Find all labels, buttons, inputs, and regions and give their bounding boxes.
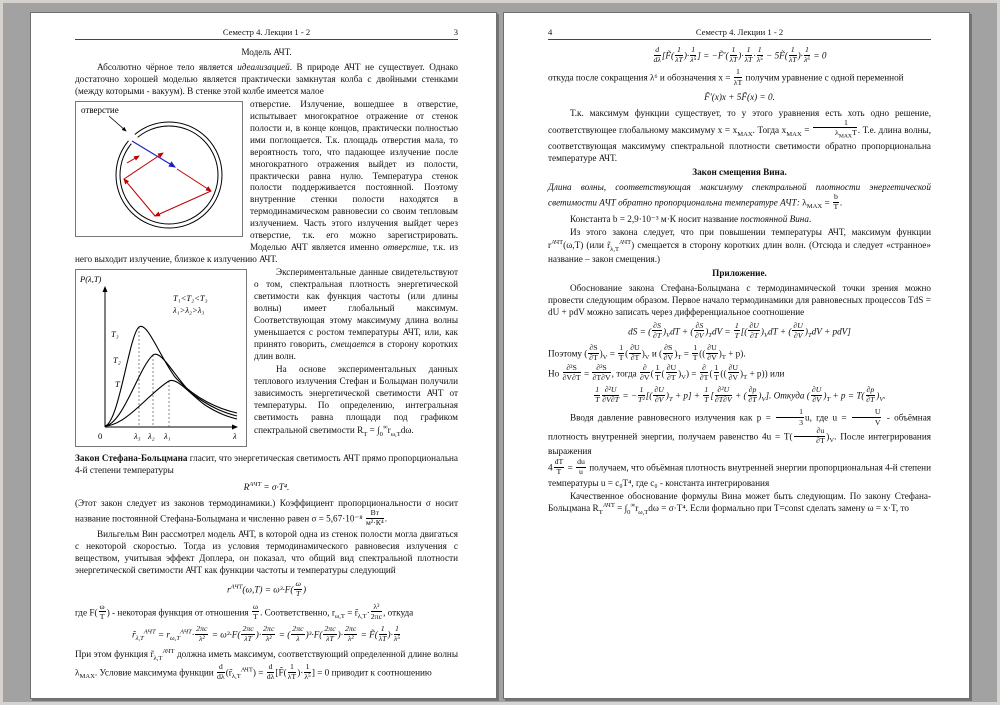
paragraph: Вводя давление равновесного излучения как p = $\frac{1}{3}$ u, где u = $\frac{U}{V}$ - объёмная плотность внутренней энергии, получаем равенство 4u = T( $\frac{\partial u}{\partial T}$ )$_V$. После интегрирования выражения xyxy=(548,407,931,457)
aperture-gap xyxy=(127,133,139,145)
page-number: 4 xyxy=(548,27,553,37)
paragraph: Экспериментальные данные свидетельствуют о том, спектральная плотность энергетической светимости как функция частоты (или длины волны) имеет глобальный максимум. Соответствующая этому максимуму длина волны уменьшается с ростом температуры АЧТ, или, как принято говорить, смещается в сторону коротких длин волн. xyxy=(254,267,458,361)
section-heading-appendix: Приложение. xyxy=(712,267,767,278)
reflected-ray-icon xyxy=(124,153,163,179)
formula-stefan-boltzmann: $R^{АЧТ} = \sigma\cdot T^4$. xyxy=(243,481,290,493)
reflected-ray-icon xyxy=(177,169,211,191)
paragraph: Качественное обоснование формулы Вина может быть следующим. По закону Стефана-Больцмана $R_T^{АЧТ} = \int_0^\infty r_{\omega,T}d\omega = \sigma\cdot T^4$. Если формально при T=const сделать замену ω = x·T, то xyxy=(548,490,931,517)
tick-lambda2: λ₂ xyxy=(148,431,155,442)
paragraph: откуда после сокращения λ⁶ и обозначения x = $\frac{1}{\lambda T}$ получим уравнение с одной переменной xyxy=(548,67,904,87)
header-title: Семестр 4. Лекции 1 - 2 xyxy=(695,27,784,37)
paragraph: При этом функция $r̃_{\lambda,T}^{АЧТ}$ должна иметь максимум, соответствующий определенной длине волны $\lambda_{MAX}$. Условие максимума функции $\frac{d}{d\lambda}$ $(r̃_{\lambda,T}^{АЧТ})$ = $\frac{d}{d\lambda}$ [F̃( $\frac{1}{\lambda T}$ )· $\frac{1}{\text{λ⁵}}$ ] = 0 приводит к соотношению xyxy=(75,648,458,682)
x-axis-label: λ xyxy=(233,431,237,442)
figure-border xyxy=(76,270,247,447)
tick-lambda1: λ₁ xyxy=(164,431,171,442)
reflected-ray-icon xyxy=(127,156,139,163)
curve-T2 xyxy=(105,354,237,426)
paragraph: 4 $\frac{dT}{T}$ = $\frac{du}{u}$ получаем, что объёмная плотность внутренней энергии пропорциональная 4-й степени температуры u = c₀T⁴, где c₀ - константа интегрирования xyxy=(548,457,931,488)
aperture-pointer-arrow-icon xyxy=(109,116,126,131)
curve-label-T1: T₁ xyxy=(115,379,123,390)
spectrum-figure xyxy=(75,269,247,451)
paragraph: Константа b = 2,9·10⁻³ м·К носит название постоянной Вина. xyxy=(570,213,812,224)
page-header xyxy=(548,27,931,40)
reflected-ray-icon xyxy=(155,191,211,216)
header-title: Семестр 4. Лекции 1 - 2 xyxy=(222,27,311,37)
page-content xyxy=(75,47,458,682)
paragraph: Обоснование закона Стефана-Больцмана с термодинамической точки зрения можно провести следующим образом. Первое начало термодинамики для равновесных процессов TdS = dU + pdV можно записать через дифференциальное соотношение xyxy=(548,282,931,317)
tick-lambda3: λ₃ xyxy=(134,431,141,442)
page-4[interactable] xyxy=(503,12,970,699)
incoming-ray-icon xyxy=(132,141,175,167)
cavity-figure xyxy=(75,101,243,241)
legend-wavelengths: λ₁>λ₂>λ₃ xyxy=(173,305,205,316)
formula-one-variable: F̃′(x)x + 5F̃(x) = 0. xyxy=(704,91,775,102)
page-header xyxy=(75,27,458,40)
reflected-ray-icon xyxy=(124,179,155,216)
curve-label-T2: T₂ xyxy=(113,355,121,366)
formula-entropy-differential: dS = ( $\frac{\partial S}{\partial T}$ )$_VdT$ + ( $\frac{\partial S}{\partial V}$ )$_TdV$ = $\frac{1}{T}$ [( $\frac{\partial U}{\partial T}$ )$_VdT$ + ( $\frac{\partial U}{\partial V}$ )$_TdV + pdV$] xyxy=(628,320,851,340)
section-heading-wien-law: Закон смещения Вина. xyxy=(692,167,787,178)
paragraph: Т.к. максимум функции существует, то у этого уравнения есть хоть одно решение, соответствующее глобальному максимуму $x = x_{MAX}$. Тогда $x_{MAX}$ = $\frac{1}{\lambda_{MAX}T}$ . Т.е. длина волны, соответствующая максимуму спектральной плотности светимости обратно пропорциональна температуре АЧТ. xyxy=(548,107,931,164)
page-3[interactable] xyxy=(30,12,497,699)
legend-temperatures: T₁<T₂<T₃ xyxy=(173,293,208,304)
paragraph: На основе экспериментальных данных теплового излучения Стефан и Больцман получили зависимость энергетической светимости АЧТ от температуры. По определению, интегральная светимость равна площади под графиком спектральной светимости $R_T = \int_0^\infty r_{\omega,T}d\omega$. xyxy=(254,363,458,438)
y-axis-label: P(λ,T) xyxy=(80,274,102,285)
origin-label: 0 xyxy=(98,431,103,442)
paragraph: Закон Стефана-Больцмана гласит, что энергетическая светимость АЧТ прямо пропорциональна 4-й степени температуры xyxy=(75,453,458,476)
formula-maximum-condition: $\frac{d}{d\lambda}$ [F̃( $\frac{1}{\lambda T}$ )· $\frac{1}{\text{λ⁵}}$ ] = −F̃′( $\frac{1}{\lambda T}$ )· $\frac{1}{\lambda T}$ · $\frac{1}{\text{λ⁵}}$ − 5F̃( $\frac{1}{\lambda T}$ )· $\frac{1}{\text{λ⁶}}$ = 0 xyxy=(653,45,827,65)
paragraph: где F( $\frac{\omega}{T}$ ) - некоторая функция от отношения $\frac{\omega}{T}$ . Соответственно, $r_{\omega,T}$ = $r̃_{\lambda,T}\cdot$ $\frac{\text{λ²}}{2\pi c}$ , откуда xyxy=(75,601,414,621)
paragraph: Но $\frac{\text{∂²S}}{\partial V\partial T}$ = $\frac{\text{∂²S}}{\partial T\partial V}$ , тогда $\frac{\partial}{\partial V}$ ( $\frac{1}{T}$ ( $\frac{\partial U}{\partial T}$ )$_V$) = $\frac{\partial}{\partial T}$ ( $\frac{1}{T}$ (( $\frac{\partial U}{\partial V}$ )$_T + p$)) или xyxy=(548,362,785,382)
curve-T3 xyxy=(105,326,237,426)
formula-wien-general: $r^{АЧТ}(\omega,T) = \omega^3\cdot F$( $\frac{\omega}{T}$ ) xyxy=(226,579,307,599)
curve-T1 xyxy=(105,381,237,427)
aperture-label: отверстие xyxy=(81,104,119,115)
section-heading-model: Модель АЧТ. xyxy=(241,47,292,57)
page-content xyxy=(548,47,931,518)
formula-mixed-derivatives: $\frac{1}{T}$ $\frac{\text{∂²U}}{\partial V\partial T}$ = − $\frac{1}{\text{T²}}$ [( $\frac{\partial U}{\partial V}$ )$_T + p$] + $\frac{1}{T}$ [ $\frac{\text{∂²U}}{\partial T\partial V}$ + ( $\frac{\partial p}{\partial T}$ )$_V$]. Откуда ( $\frac{\partial U}{\partial V}$ )$_T + p = T$( $\frac{\partial p}{\partial T}$ )$_V$. xyxy=(595,385,886,405)
page-number: 3 xyxy=(453,27,458,37)
paragraph: (Этот закон следует из законов термодинамики.) Коэффициент пропорциональности σ носит название постоянной Стефана-Больцмана и численно равен σ = 5,67·10⁻⁸ $\frac{Вт}{\text{м²·К⁴}}$ . xyxy=(75,498,458,528)
paragraph: отверстие. Излучение, вошедшее в отверстие, испытывает многократное отражение от стенок полости и, в конце концов, практически полностью ими поглощается. Т.к. площадь отверстия мала, то вероятность того, что падающее излучение после многократного отражения выйдет из полости, практически равна нулю. Температура стенок полости поддерживается постоянной. Поэтому внутренние стенки полости находятся в термодинамическом равновесии со своим тепловым излучением. Часть этого излучения выйдет через отверстие, т.к. его можно зарегистрировать. Моделью АЧТ является именно отверстие, т.к. из него выходит излучение, близкое к излучению АЧТ. xyxy=(75,98,458,265)
paragraph: Из этого закона следует, что при повышении температуры АЧТ, максимум функции $r^{АЧТ}(\omega,T)$ (или $r̃_{\lambda,T}^{АЧТ}$) смещается в сторону коротких длин волн. (Отсюда и следует «странное» название – закон смещения.) xyxy=(548,226,931,265)
paragraph: Длина волны, соответствующая максимуму спектральной плотности энергетической светимости АЧТ обратно пропорциональна температуре АЧТ: $\lambda_{MAX}$ = $\frac{b}{T}$ . xyxy=(548,182,931,212)
paragraph: Вильгельм Вин рассмотрел модель АЧТ, в которой одна из стенок полости могла двигаться с некоторой скоростью. Тогда из условия термодинамического равновесия излучения с веществом, учитывая эффект Доплера, он показал, что общий вид спектральной плотности энергетической светимости АЧТ как функции частоты и температуры следующий xyxy=(75,529,458,576)
paragraph: Поэтому ( $\frac{\partial S}{\partial T}$ )$_V$ = $\frac{1}{T}$ ( $\frac{\partial U}{\partial T}$ )$_V$ и ( $\frac{\partial S}{\partial V}$ )$_T$ = $\frac{1}{T}$ (( $\frac{\partial U}{\partial V}$ )$_T + p$). xyxy=(548,343,746,363)
paragraph: Абсолютно чёрное тело является идеализацией. В природе АЧТ не существует. Однако достаточно хорошей моделью является практически замкнутая колба с двойными стенками (между которыми - вакуум). В стенке этой колбе имеется малое xyxy=(75,61,458,96)
curve-label-T3: T₃ xyxy=(111,329,119,340)
formula-spectral-density: $r̃_{\lambda,T}^{АЧТ} = r_{\omega,T}^{АЧТ}\cdot$ $\frac{2\pi c}{\text{λ²}}$ = ω³·F( $\frac{2\pi c}{\lambda T}$ )· $\frac{2\pi c}{\text{λ²}}$ = ( $\frac{2\pi c}{\lambda}$ )³·F( $\frac{2\pi c}{\lambda T}$ )· $\frac{2\pi c}{\text{λ²}}$ = F̃( $\frac{1}{\lambda T}$ )· $\frac{1}{\text{λ⁵}}$ xyxy=(131,624,400,644)
